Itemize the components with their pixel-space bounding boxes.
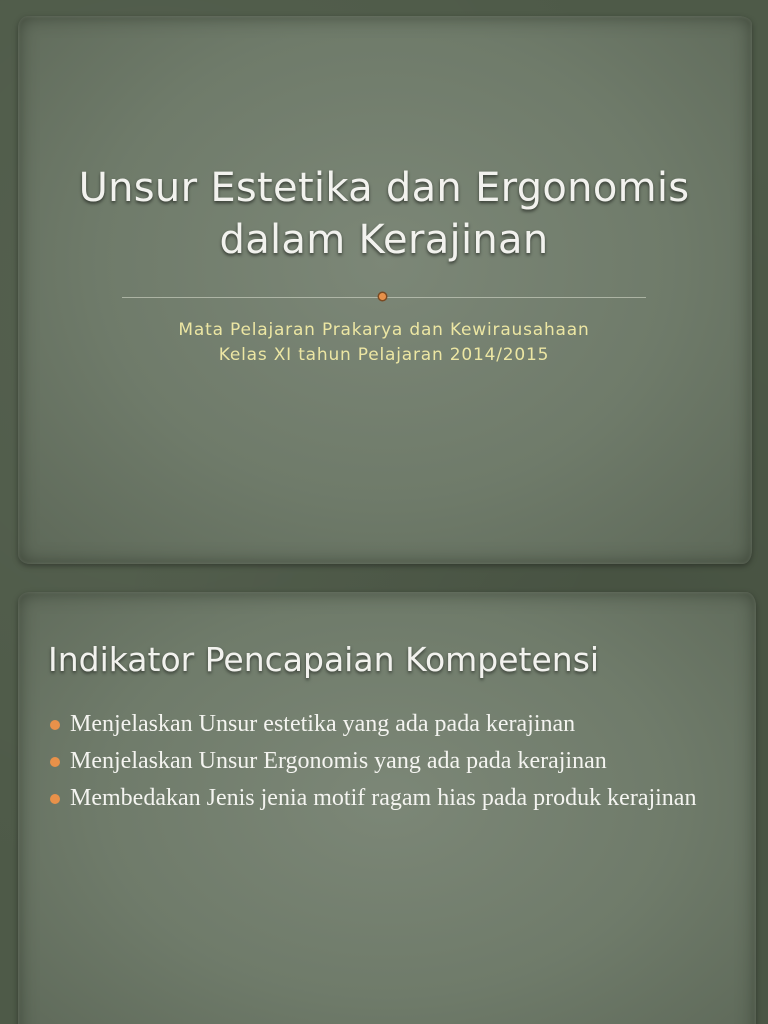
- bullet-text: Menjelaskan Unsur estetika yang ada pada kerajinan: [70, 711, 576, 737]
- slide-subtitle: [0, 318, 768, 368]
- slide-title: [0, 162, 768, 266]
- subtitle-line: Kelas XI tahun Pelajaran 2014/2015: [218, 345, 550, 365]
- bullet-dot-icon: [50, 720, 60, 730]
- bullet-item: [48, 745, 728, 778]
- slide-heading: Indikator Pencapaian Kompetensi: [48, 640, 600, 679]
- bullet-text: Menjelaskan Unsur Ergonomis yang ada pada kerajinan: [70, 748, 607, 774]
- content-slide: [0, 580, 768, 1024]
- bullet-text: Membedakan Jenis jenia motif ragam hias pada produk kerajinan: [70, 785, 697, 811]
- bullet-item: [48, 782, 728, 815]
- subtitle-line: Mata Pelajaran Prakarya dan Kewirausahaan: [178, 320, 590, 340]
- divider-dot-icon: [379, 293, 386, 300]
- bullet-dot-icon: [50, 757, 60, 767]
- slide-paper-background: [18, 16, 752, 564]
- bullet-item: [48, 708, 728, 741]
- bullet-list: [48, 708, 728, 819]
- slide-title-line: Unsur Estetika dan Ergonomis: [78, 165, 690, 211]
- bullet-dot-icon: [50, 794, 60, 804]
- slide-title-line: dalam Kerajinan: [219, 217, 549, 263]
